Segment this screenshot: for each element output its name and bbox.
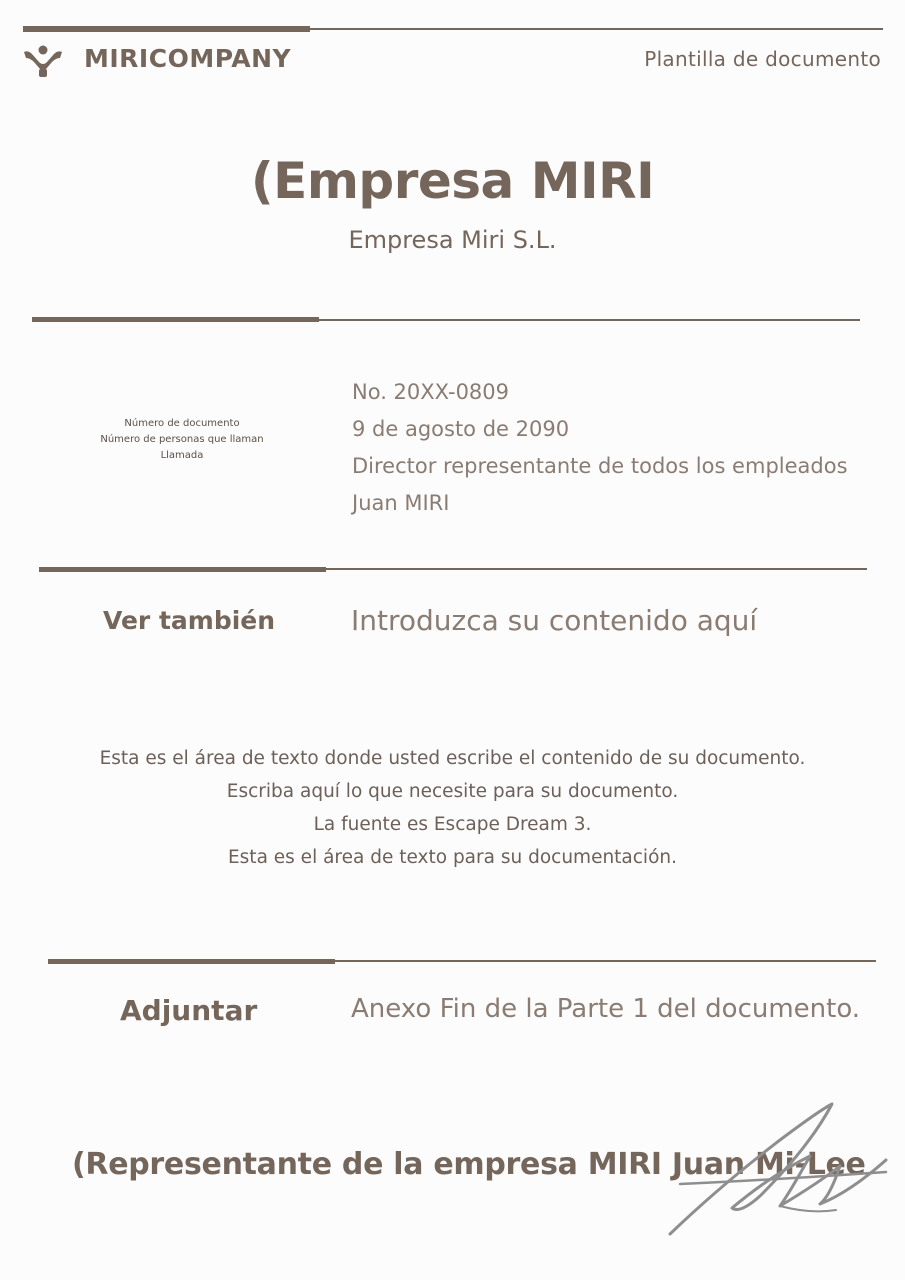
- divider-thick: [48, 959, 335, 964]
- brand-name: MIRICOMPANY: [84, 44, 292, 73]
- handwritten-signature: [660, 1096, 892, 1240]
- see-also-text: Introduzca su contenido aquí: [351, 604, 758, 637]
- body-line: La fuente es Escape Dream 3.: [313, 814, 592, 835]
- document-recipient: Director representante de todos los empleados: [352, 454, 848, 478]
- header-rule-thick: [23, 26, 310, 32]
- meta-values: [352, 374, 848, 522]
- body-line: Escriba aquí lo que necesite para su documento.: [226, 781, 679, 802]
- document-date: 9 de agosto de 2090: [352, 417, 570, 441]
- document-number: No. 20XX-0809: [352, 380, 510, 404]
- divider-thick: [39, 567, 326, 572]
- see-also-label: Ver también: [103, 606, 276, 635]
- signature-line: (Representante de la empresa MIRI Juan Mi-Lee: [72, 1147, 866, 1182]
- person-arms-up-icon: [22, 44, 64, 78]
- document-author: Juan MIRI: [352, 491, 450, 515]
- meta-labels: [82, 416, 282, 464]
- body-text: [0, 742, 905, 874]
- page-title: (Empresa MIRI: [250, 152, 655, 210]
- body-line: Esta es el área de texto donde usted escribe el contenido de su documento.: [99, 748, 806, 769]
- divider-thin: [335, 960, 876, 962]
- header-rule-thin: [310, 28, 883, 30]
- meta-label: Llamada: [160, 450, 204, 461]
- attachment-label: Adjuntar: [120, 994, 258, 1027]
- page-subtitle: Empresa Miri S.L.: [348, 226, 557, 254]
- divider-thin: [319, 319, 860, 321]
- divider-thin: [326, 568, 867, 570]
- body-line: Esta es el área de texto para su documentación.: [227, 847, 677, 868]
- document-type-label: Plantilla de documento: [644, 47, 881, 71]
- divider-thick: [32, 317, 319, 322]
- meta-label: Número de documento: [124, 418, 240, 429]
- meta-label: Número de personas que llaman: [100, 434, 264, 445]
- attachment-text: Anexo Fin de la Parte 1 del documento.: [351, 994, 861, 1024]
